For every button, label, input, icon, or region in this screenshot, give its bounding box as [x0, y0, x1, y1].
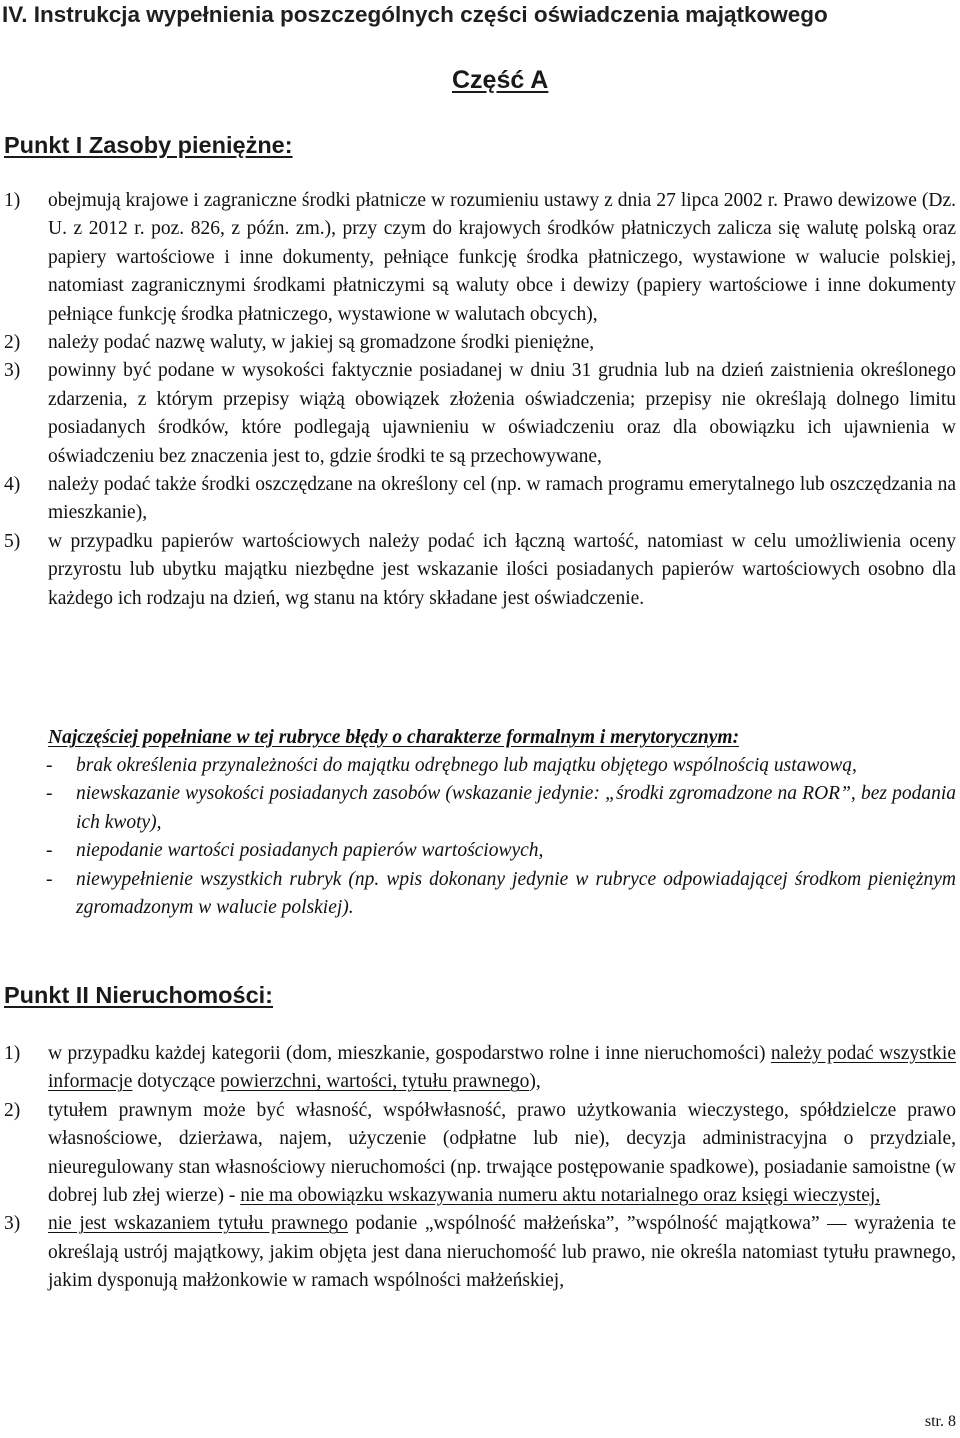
page-number: str. 8	[924, 1413, 956, 1430]
error-item	[0, 780, 956, 837]
underlined-text: należy podać wszystkie informacje	[48, 1043, 956, 1093]
dash-marker: -	[46, 868, 53, 890]
text-fragment: dotyczące	[132, 1071, 221, 1093]
error-text: niewypełnienie wszystkich rubryk (np. wpis dokonany jedynie w rubryce odpowiadającej środkom pieniężnym zgromadzonym w walucie polskiej).	[76, 868, 956, 919]
list-item	[0, 1097, 956, 1211]
error-text: niewskazanie wysokości posiadanych zasobów (wskazanie jedynie: „środki zgromadzone na ROR”, bez podania ich kwoty),	[76, 783, 956, 833]
underlined-text: nie ma obowiązku wskazywania numeru aktu notarialnego oraz księgi wieczystej,	[240, 1185, 881, 1207]
item-text: obejmują krajowe i zagraniczne środki płatnicze w rozumieniu ustawy z dnia 27 lipca 2002 r. Prawo dewizowe (Dz. U. z 2012 r. poz. 826, z późn. zm.), przy czym do krajowych środków płatniczych zalicza się walutę polską oraz papiery wartościowe i inne dokumenty, pełniące funkcję środka płatniczego, wystawione w walucie polskiej, natomiast zagranicznymi środkami płatniczymi są waluty obce i dewizy (papiery wartościowe i inne dokumenty pełniące funkcję środka płatniczego, wystawione w walutach obcych),	[48, 190, 956, 325]
dash-marker: -	[46, 840, 53, 862]
text-fragment: podanie „wspólność małżeńska”, ”wspólność majątkowa” — wyrażenia te określają ustrój majątkowy, jakim objęta jest dana nieruchomość lub prawo, nie określa natomiast tytułu prawnego, jakim dysponują małżonkowie w ramach wspólności małżeńskiej,	[48, 1213, 957, 1292]
zasoby-list	[0, 187, 956, 613]
item-number: 4)	[4, 474, 21, 496]
item-text	[48, 1213, 956, 1291]
item-number: 3)	[4, 1213, 21, 1235]
text-fragment: w przypadku każdej kategorii (dom, mieszkanie, gospodarstwo rolne i inne nieruchomości)	[48, 1043, 771, 1064]
item-number: 3)	[4, 360, 21, 382]
section-heading-zasoby: Punkt I Zasoby pieniężne:	[4, 132, 293, 158]
item-text: należy podać także środki oszczędzane na określony cel (np. w ramach programu emerytalnego lub oszczędzania na mieszkanie),	[48, 474, 956, 524]
page-title: IV. Instrukcja wypełnienia poszczególnych części oświadczenia majątkowego	[2, 2, 828, 27]
nieruchomosci-list	[0, 1040, 956, 1296]
item-text: w przypadku papierów wartościowych należy podać ich łączną wartość, natomiast w celu umożliwienia oceny przyrostu lub ubytku majątku niezbędne jest wskazanie ilości posiadanych papierów wartościowych osobno dla każdego ich rodzaju na dzień, wg stanu na który składane jest oświadczenie.	[48, 530, 956, 609]
list-item	[0, 1040, 956, 1097]
item-text: należy podać nazwę waluty, w jakiej są gromadzone środki pieniężne,	[48, 332, 595, 354]
item-text	[48, 1043, 956, 1092]
common-errors-heading: Najczęściej popełniane w tej rubryce błędy o charakterze formalnym i merytorycznym:	[48, 727, 740, 748]
underlined-text: nie jest wskazaniem tytułu prawnego	[48, 1213, 348, 1235]
dash-marker: -	[46, 755, 53, 776]
common-errors-list	[0, 752, 956, 922]
underlined-text: powierzchni, wartości, tytułu prawnego	[220, 1071, 530, 1093]
item-text: powinny być podane w wysokości faktycznie posiadanej w dniu 31 grudnia lub na dzień zaistnienia określonego zdarzenia, z którym przepisy wiążą obowiązek złożenia oświadczenia; przepisy nie określają dolnego limitu posiadanych środków, które podlegają ujawnieniu w oświadczeniu oraz dla obowiązku ich ujawnienia w oświadczeniu bez znaczenia jest to, gdzie środki te są przechowywane,	[48, 360, 956, 467]
item-text	[48, 1100, 956, 1206]
error-text: brak określenia przynależności do majątku odrębnego lub majątku objętego wspólnością ustawową,	[76, 755, 857, 776]
list-item	[0, 1210, 956, 1295]
error-text: niepodanie wartości posiadanych papierów wartościowych,	[76, 840, 544, 862]
item-number: 2)	[4, 1099, 21, 1121]
error-item	[0, 837, 956, 865]
list-item	[0, 329, 956, 357]
section-heading-nieruchomosci: Punkt II Nieruchomości:	[4, 982, 273, 1008]
item-number: 1)	[4, 1043, 21, 1064]
error-item	[0, 866, 956, 923]
part-heading: Część A	[452, 66, 549, 94]
text-fragment: ),	[529, 1071, 541, 1093]
item-number: 5)	[4, 530, 21, 552]
item-number: 1)	[4, 190, 21, 211]
item-number: 2)	[4, 332, 21, 354]
error-item	[0, 752, 956, 780]
dash-marker: -	[46, 783, 53, 805]
list-item	[0, 528, 956, 613]
list-item	[0, 357, 956, 471]
list-item	[0, 471, 956, 528]
text-fragment: tytułem prawnym może być własność, współwłasność, prawo użytkowania wieczystego, spółdzielcze prawo własnościowe, dzierżawa, najem, użyczenie (odpłatne lub nie), decyzja administracyjna o przydziale, nieuregulowany stan własnościowy nieruchomości (np. trwające postępowanie spadkowe), posiadanie samoistne (w dobrej lub złej wierze) -	[48, 1099, 956, 1207]
list-item	[0, 187, 956, 329]
